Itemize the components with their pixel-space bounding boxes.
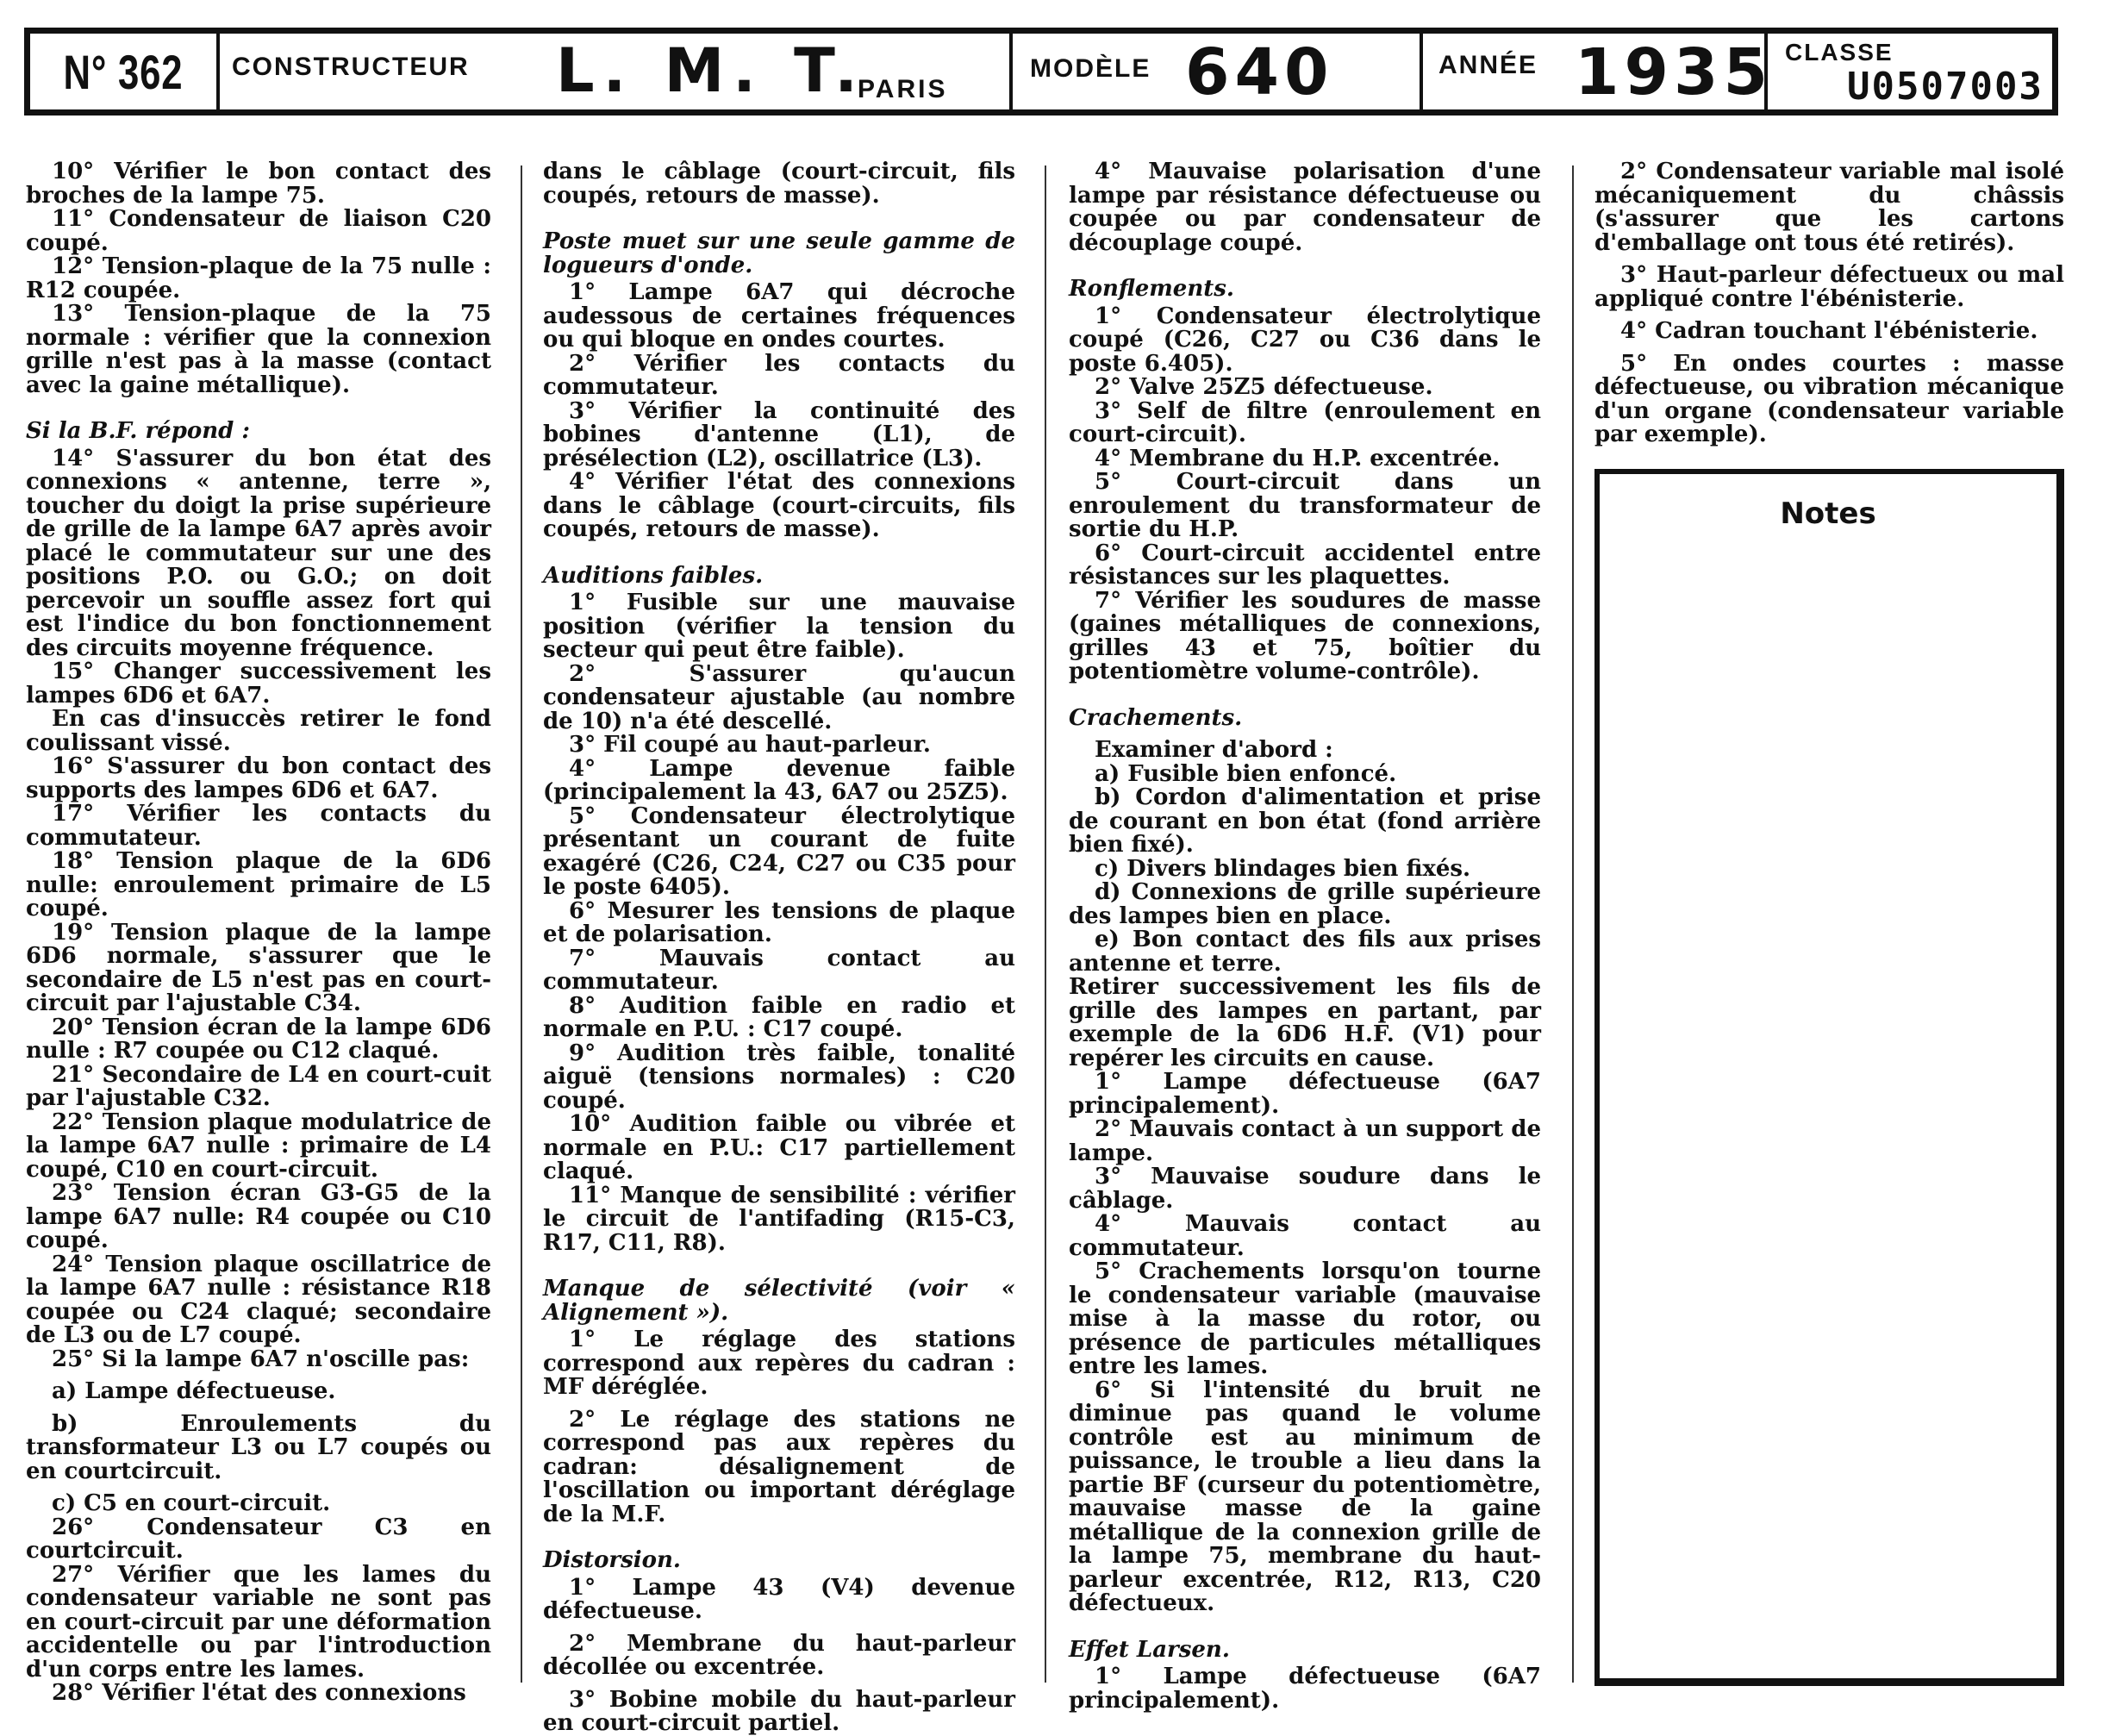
list-item: a) Fusible bien enfoncé. (1095, 760, 1397, 787)
paragraph: 3° Vérifier la continuité des bobines d'antenne (L1), de présélection (L2), oscillatrice (L3). (543, 397, 1015, 471)
paragraph: 22° Tension plaque modulatrice de la lampe 6A7 nulle : primaire de L4 coupé, C10 en court-circuit. (26, 1108, 491, 1183)
paragraph: 2° Le réglage des stations ne correspond pas aux repères du cadran: désalignement de l'oscillation ou important déréglage de la M.F. (543, 1406, 1015, 1527)
paragraph: 5° Court-circuit dans un enroulement du transformateur de sortie du H.P. (1069, 469, 1541, 542)
section-heading: Manque de sélectivité (voir « Alignement »). (543, 1276, 1015, 1326)
paragraph: 13° Tension-plaque de la 75 normale : vérifier que la connexion grille n'est pas à la masse (contact avec la gaine métallique). (26, 301, 491, 398)
year-value: 1935 (1575, 35, 1773, 109)
paragraph: 7° Vérifier les soudures de masse (gaines métalliques de connexions, grilles 43 et 75, boîtier du potentiomètre volume-contrôle). (1069, 587, 1541, 684)
class-cell (1768, 34, 2052, 109)
paragraph: 5° En ondes courtes : masse défectueuse, ou vibration mécanique d'un organe (condensateur variable par exemple). (1594, 350, 2064, 447)
section-heading: Effet Larsen. (1069, 1636, 1230, 1663)
section-heading: Poste muet sur une seule gamme de logueurs d'onde. (543, 228, 1015, 278)
paragraph: 1° Condensateur électrolytique coupé (C26, C27 ou C36 dans le poste 6.405). (1069, 303, 1541, 377)
paragraph: 4° Membrane du H.P. excentrée. (1095, 445, 1501, 471)
paragraph: 7° Mauvais contact au commutateur. (543, 945, 1015, 995)
paragraph: 3° Self de filtre (enroulement en court-circuit). (1069, 397, 1541, 447)
paragraph: 2° Membrane du haut-parleur décollée ou excentrée. (543, 1630, 1015, 1680)
paragraph: 1° Lampe 43 (V4) devenue défectueuse. (543, 1574, 1015, 1624)
paragraph: 4° Mauvais contact au commutateur. (1069, 1211, 1541, 1261)
paragraph: 17° Vérifier les contacts du commutateur. (26, 801, 491, 851)
text-column-2 (543, 160, 1015, 1736)
year-cell (1423, 34, 1773, 109)
paragraph: 23° Tension écran G3-G5 de la lampe 6A7 nulle: R4 coupée ou C10 coupé. (26, 1180, 491, 1253)
year-label: ANNÉE (1438, 51, 1538, 79)
text-column-3 (1069, 160, 1541, 1713)
paragraph: 4° Vérifier l'état des connexions dans le câblage (court-circuits, fils coupés, retours de masse). (543, 469, 1015, 542)
paragraph: 20° Tension écran de la lampe 6D6 nulle : R7 coupée ou C12 claqué. (26, 1014, 491, 1064)
list-item: b) Enroulements du transformateur L3 ou L7 coupés ou en courtcircuit. (26, 1410, 491, 1484)
paragraph: 2° Valve 25Z5 défectueuse. (1095, 374, 1433, 400)
record-number: N° 362 (63, 44, 184, 99)
paragraph: Examiner d'abord : (1095, 737, 1333, 763)
manufacturer-city: PARIS (858, 75, 948, 103)
notes-title: Notes (1780, 496, 1876, 531)
paragraph: 12° Tension-plaque de la 75 nulle : R12 coupée. (26, 253, 491, 303)
paragraph: 1° Fusible sur une mauvaise position (vérifier la tension du secteur qui peut être faible). (543, 590, 1015, 663)
paragraph: 9° Audition très faible, tonalité aiguë (tensions normales) : C20 coupé. (543, 1040, 1015, 1114)
class-code: U0507003 (1847, 65, 2044, 109)
manufacturer-label: CONSTRUCTEUR (232, 53, 470, 81)
record-number-cell (30, 34, 220, 109)
paragraph: 18° Tension plaque de la 6D6 nulle: enroulement primaire de L5 coupé. (26, 848, 491, 921)
paragraph: 2° Vérifier les contacts du commutateur. (543, 350, 1015, 400)
paragraph: 3° Haut-parleur défectueux ou mal appliqué contre l'ébénisterie. (1594, 262, 2064, 312)
paragraph: 21° Secondaire de L4 en court-cuit par l'ajustable C32. (26, 1061, 491, 1111)
paragraph: 11° Condensateur de liaison C20 coupé. (26, 206, 491, 256)
paragraph: 25° Si la lampe 6A7 n'oscille pas: (52, 1346, 470, 1372)
paragraph: 24° Tension plaque oscillatrice de la lampe 6A7 nulle : résistance R18 coupée ou C24 claqué; secondaire de L3 ou de L7 coupé. (26, 1251, 491, 1348)
paragraph: 3° Fil coupé au haut-parleur. (569, 732, 931, 758)
paragraph: 6° Court-circuit accidentel entre résistances sur les plaquettes. (1069, 540, 1541, 590)
paragraph: 5° Crachements lorsqu'on tourne le condensateur variable (mauvaise mise à la masse du rotor, ou présence de particules métalliques entre les lames. (1069, 1258, 1541, 1379)
list-item: c) Divers blindages bien fixés. (1095, 855, 1471, 882)
list-item: a) Lampe défectueuse. (52, 1378, 336, 1404)
paragraph: 4° Cadran touchant l'ébénisterie. (1620, 318, 2038, 344)
paragraph: 5° Condensateur électrolytique présentant un courant de fuite exagéré (C26, C24, C27 ou C35 pour le poste 6405). (543, 802, 1015, 900)
paragraph: 2° Mauvais contact à un support de lampe. (1069, 1116, 1541, 1166)
paragraph: 6° Si l'intensité du bruit ne diminue pas quand le volume contrôle est au minimum de puissance, le trouble a lieu dans la partie BF (curseur du potentiomètre, mauvaise masse de la gaine métallique de la connexion grille de la lampe 75, membrane du haut-parleur excentrée, R12, R13, C20 défectueux. (1069, 1377, 1541, 1616)
text-column-1 (26, 160, 491, 1706)
section-heading: Si la B.F. répond : (26, 418, 250, 444)
model-label: MODÈLE (1030, 54, 1151, 83)
paragraph: 14° S'assurer du bon état des connexions « antenne, terre », toucher du doigt la prise supérieure de grille de la lampe 6A7 après avoir placé le commutateur sur une des positions P.O. ou G.O.; on doit percevoir un souffle assez fort qui est l'indice du bon fonctionnement des circuits moyenne fréquence. (26, 445, 491, 661)
model-cell (1013, 34, 1423, 109)
manufacturer-cell (220, 34, 1013, 109)
paragraph: 10° Vérifier le bon contact des broches de la lampe 75. (26, 159, 491, 209)
column-divider (1572, 165, 1574, 1683)
paragraph: 4° Mauvaise polarisation d'une lampe par résistance défectueuse ou coupée ou par condensateur de découplage coupé. (1069, 159, 1541, 256)
paragraph: 10° Audition faible ou vibrée et normale en P.U.: C17 partiellement claqué. (543, 1111, 1015, 1184)
paragraph: 8° Audition faible en radio et normale en P.U. : C17 coupé. (543, 992, 1015, 1042)
paragraph: En cas d'insuccès retirer le fond coulissant vissé. (26, 706, 491, 756)
class-label: CLASSE (1785, 39, 1894, 66)
section-heading: Distorsion. (543, 1547, 681, 1573)
list-item: e) Bon contact des fils aux prises antenne et terre. (1069, 927, 1541, 977)
paragraph: 15° Changer successivement les lampes 6D6 et 6A7. (26, 659, 491, 709)
paragraph: 1° Lampe défectueuse (6A7 principalement). (1069, 1664, 1541, 1714)
model-number: 640 (1185, 35, 1334, 109)
paragraph: 1° Le réglage des stations correspond aux repères du cadran : MF déréglée. (543, 1327, 1015, 1400)
paragraph: 4° Lampe devenue faible (principalement la 43, 6A7 ou 25Z5). (543, 755, 1015, 805)
paragraph: 1° Lampe 6A7 qui décroche audessous de certaines fréquences ou qui bloque en ondes courtes. (543, 279, 1015, 353)
paragraph: 27° Vérifier que les lames du condensateur variable ne sont pas en court-circuit par une déformation accidentelle ou par l'introduction d'un corps entre les lames. (26, 1561, 491, 1683)
paragraph: 2° S'assurer qu'aucun condensateur ajustable (au nombre de 10) n'a été descellé. (543, 660, 1015, 734)
section-heading: Crachements. (1069, 704, 1243, 731)
paragraph: dans le câblage (court-circuit, fils coupés, retours de masse). (543, 159, 1015, 209)
paragraph: 6° Mesurer les tensions de plaque et de polarisation. (543, 897, 1015, 947)
header-bar (24, 28, 2058, 116)
column-divider (521, 165, 522, 1683)
paragraph: 3° Bobine mobile du haut-parleur en court-circuit partiel. (543, 1686, 1015, 1736)
notes-box (1594, 469, 2064, 1686)
paragraph: 26° Condensateur C3 en courtcircuit. (26, 1514, 491, 1564)
paragraph: 11° Manque de sensibilité : vérifier le circuit de l'antifading (R15-C3, R17, C11, R8). (543, 1182, 1015, 1256)
paragraph: Retirer successivement les fils de grille des lampes en partant, par exemple de la 6D6 H.F. (V1) pour repérer les circuits en cause. (1069, 974, 1541, 1071)
manufacturer-name: L. M. T. (556, 35, 866, 106)
paragraph: 1° Lampe défectueuse (6A7 principalement). (1069, 1069, 1541, 1119)
paragraph: 19° Tension plaque de la lampe 6D6 normale, s'assurer que le secondaire de L5 n'est pas en court-circuit par l'ajustable C34. (26, 919, 491, 1016)
paragraph: 3° Mauvaise soudure dans le câblage. (1069, 1164, 1541, 1214)
column-divider (1045, 165, 1046, 1683)
section-heading: Auditions faibles. (543, 562, 764, 589)
paragraph: 16° S'assurer du bon contact des supports des lampes 6D6 et 6A7. (26, 753, 491, 803)
list-item: d) Connexions de grille supérieure des lampes bien en place. (1069, 879, 1541, 929)
paragraph: 2° Condensateur variable mal isolé mécaniquement du châssis (s'assurer que les cartons d'emballage ont tous été retirés). (1594, 159, 2064, 256)
paragraph: 28° Vérifier l'état des connexions (52, 1680, 466, 1706)
list-item: c) C5 en court-circuit. (52, 1490, 331, 1516)
text-column-4 (1594, 160, 2064, 447)
section-heading: Ronflements. (1069, 276, 1234, 302)
list-item: b) Cordon d'alimentation et prise de courant en bon état (fond arrière bien fixé). (1069, 784, 1541, 858)
